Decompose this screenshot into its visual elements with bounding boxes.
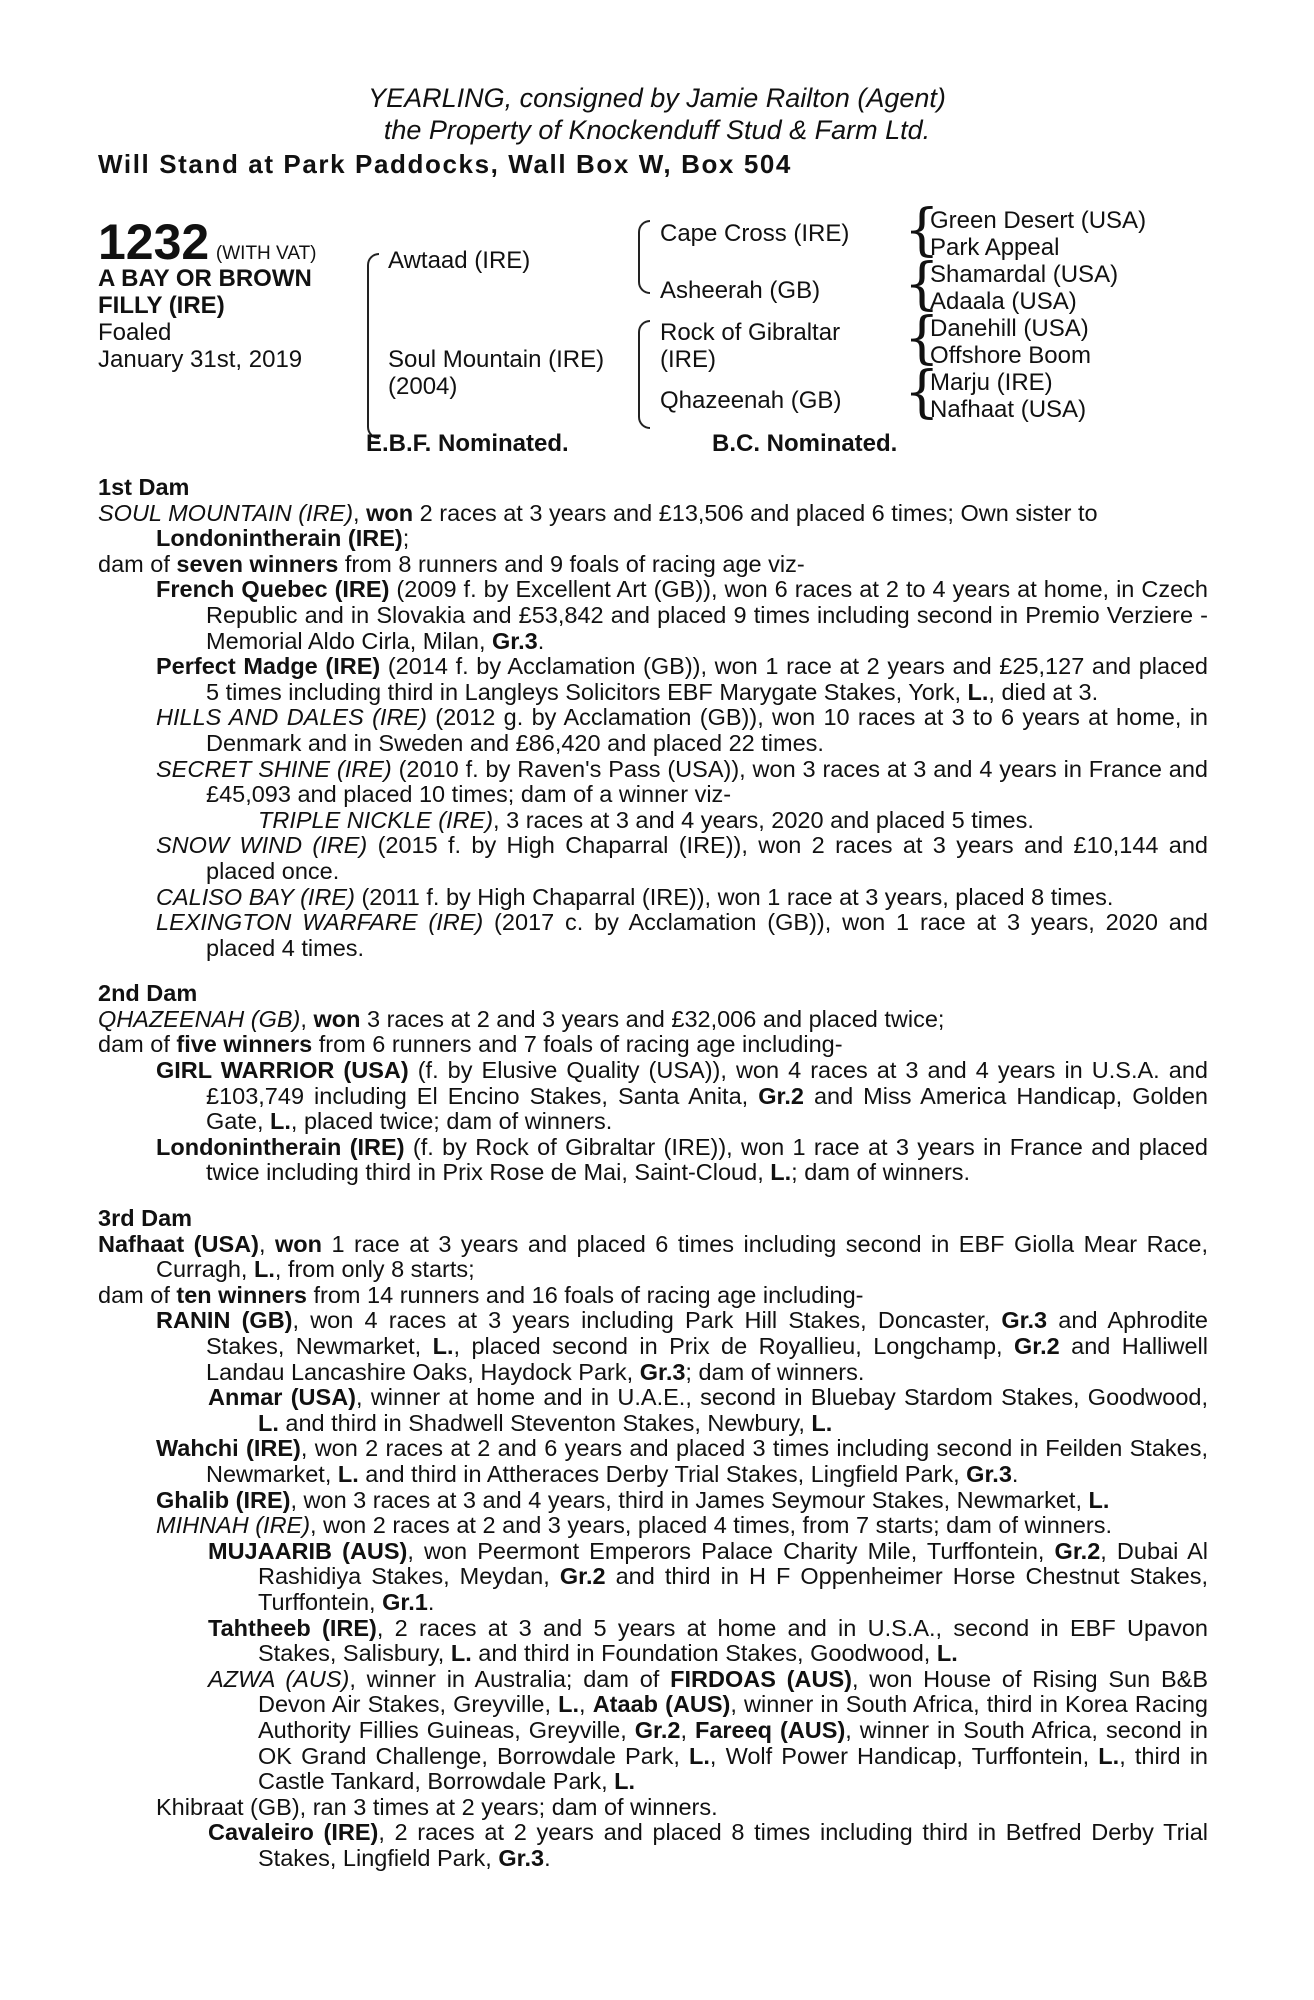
produce-entry: SNOW WIND (IRE) (2015 f. by High Chaparral (IRE)), won 2 races at 3 years and £10,144 and placed once. <box>156 832 1209 884</box>
produce-entry: RANIN (GB), won 4 races at 3 years including Park Hill Stakes, Doncaster, Gr.3 and Aphrodite Stakes, Newmarket, L., placed second in Prix de Royallieu, Longchamp, Gr.2 and Halliwell Landau Lancashire Oaks, Haydock Park, Gr.3; dam of winners. <box>156 1307 1208 1385</box>
lot-number: 1232 <box>98 214 210 270</box>
consignor-line: YEARLING, consigned by Jamie Railton (Agent) <box>368 83 946 113</box>
lot-number-line <box>98 214 317 270</box>
produce-entry: AZWA (AUS), winner in Australia; dam of FIRDOAS (AUS), won House of Rising Sun B&B Devon Air Stakes, Greyville, L., Ataab (AUS), winner in South Africa, third in Korea Racing Authority Fillies Guineas, Greyville, Gr.2, Fareeq (AUS), winner in South Africa, second in OK Grand Challenge, Borrowdale Park, L., Wolf Power Handicap, Turffontein, L., third in Castle Tankard, Borrowdale Park, L. <box>208 1665 1209 1795</box>
dam-summary: QHAZEENAH (GB), won 3 races at 2 and 3 years and £32,006 and placed twice; <box>98 1005 945 1032</box>
pedigree-g3-7: Marju (IRE) <box>930 369 1053 396</box>
dams-sire-1: Rock of Gibraltar <box>660 319 841 346</box>
pedigree-g3-5: Danehill (USA) <box>930 315 1089 342</box>
foaled-date: January 31st, 2019 <box>98 346 303 373</box>
produce-entry: Ghalib (IRE), won 3 races at 3 and 4 years, third in James Seymour Stakes, Newmarket, L. <box>156 1486 1110 1513</box>
vat-note: (WITH VAT) <box>215 243 317 264</box>
dam-summary: Nafhaat (USA), won 1 race at 3 years and placed 6 times including second in EBF Giolla Mear Race, Curragh, L., from only 8 starts; <box>98 1230 1208 1283</box>
produce-entry: MIHNAH (IRE), won 2 races at 2 and 3 years, placed 4 times, from 7 starts; dam of winners. <box>156 1512 1113 1539</box>
dam-produce-summary: dam of ten winners from 14 runners and 16 foals of racing age including- <box>98 1281 864 1308</box>
pedigree-g3-4: Adaala (USA) <box>930 288 1077 315</box>
dam-produce-summary: dam of seven winners from 8 runners and 9 foals of racing age viz- <box>98 550 805 577</box>
pedigree-bracket-2b <box>638 320 650 429</box>
produce-entry: TRIPLE NICKLE (IRE), 3 races at 3 and 4 years, 2020 and placed 5 times. <box>258 806 1034 833</box>
stabling-line: Will Stand at Park Paddocks, Wall Box W, Box 504 <box>98 149 792 179</box>
produce-entry: Anmar (USA), winner at home and in U.A.E., second in Bluebay Stardom Stakes, Goodwood, L. and third in Shadwell Steventon Stakes, Newbury, L. <box>208 1384 1208 1436</box>
pedigree-g3-2: Park Appeal <box>930 234 1060 261</box>
brace-1: { <box>904 198 940 263</box>
brace-2: { <box>904 252 940 317</box>
ebf-nominated: E.B.F. Nominated. <box>366 430 569 457</box>
property-line: the Property of Knockenduff Stud & Farm Ltd. <box>383 115 931 145</box>
produce-entry: Wahchi (IRE), won 2 races at 2 and 6 years and placed 3 times including second in Feilden Stakes, Newmarket, L. and third in Attheraces Derby Trial Stakes, Lingfield Park, Gr.3. <box>156 1435 1208 1487</box>
pedigree-g3-1: Green Desert (USA) <box>930 207 1147 234</box>
third-dam-section <box>98 1206 1208 1871</box>
pedigree-bracket-2a <box>638 220 650 294</box>
pedigree-block <box>0 198 1314 465</box>
pedigree-g3-8: Nafhaat (USA) <box>930 396 1087 423</box>
section-heading: 3rd Dam <box>98 1205 193 1232</box>
pedigree-bracket-1 <box>367 253 379 439</box>
produce-entry: MUJAARIB (AUS), won Peermont Emperors Palace Charity Mile, Turffontein, Gr.2, Dubai Al Rashidiya Stakes, Meydan, Gr.2 and third in H F Oppenheimer Horse Chestnut Stakes, Turffontein, Gr.1. <box>208 1537 1208 1615</box>
produce-entry: Londonintherain (IRE) (f. by Rock of Gibraltar (IRE)), won 1 race at 3 years in France and placed twice including third in Prix Rose de Mai, Saint-Cloud, L.; dam of winners. <box>156 1133 1209 1186</box>
catalogue-body <box>98 475 1208 1891</box>
dam-year: (2004) <box>388 373 458 400</box>
pedigree-g3-6: Offshore Boom <box>930 342 1091 369</box>
produce-entry: Khibraat (GB), ran 3 times at 2 years; dam of winners. <box>156 1793 718 1820</box>
sires-sire: Cape Cross (IRE) <box>660 220 850 247</box>
dam-produce-summary: dam of five winners from 6 runners and 7 foals of racing age including- <box>98 1031 843 1058</box>
section-heading: 2nd Dam <box>98 980 198 1007</box>
dams-sire-2: (IRE) <box>660 346 716 373</box>
brace-4: { <box>904 360 940 425</box>
first-dam-section <box>98 475 1208 961</box>
dams-dam: Qhazeenah (GB) <box>660 387 842 414</box>
catalogue-header <box>0 82 1314 180</box>
brace-3: { <box>904 306 940 371</box>
second-dam-section <box>98 981 1208 1186</box>
produce-entry: Tahtheeb (IRE), 2 races at 3 and 5 years at home and in U.S.A., second in EBF Upavon Stakes, Salisbury, L. and third in Foundation Stakes, Goodwood, L. <box>208 1614 1208 1667</box>
lot-description-2: FILLY (IRE) <box>98 292 225 319</box>
foaled-label: Foaled <box>98 319 172 346</box>
produce-entry: Perfect Madge (IRE) (2014 f. by Acclamation (GB)), won 1 race at 2 years and £25,127 and placed 5 times including third in Langleys Solicitors EBF Marygate Stakes, York, L., died at 3. <box>156 653 1208 705</box>
lot-description-1: A BAY OR BROWN <box>98 265 312 292</box>
produce-entry: SECRET SHINE (IRE) (2010 f. by Raven's Pass (USA)), won 3 races at 3 and 4 years in France and £45,093 and placed 10 times; dam of a winner viz- <box>156 755 1208 808</box>
dam-summary: SOUL MOUNTAIN (IRE), won 2 races at 3 years and £13,506 and placed 6 times; Own sister to <box>98 499 1098 526</box>
dam-sibling: Londonintherain (IRE); <box>156 525 410 552</box>
section-heading: 1st Dam <box>98 474 190 500</box>
pedigree-g3-3: Shamardal (USA) <box>930 261 1119 288</box>
bc-nominated: B.C. Nominated. <box>712 430 898 457</box>
produce-entry: GIRL WARRIOR (USA) (f. by Elusive Quality (USA)), won 4 races at 3 and 4 years in U.S.A. and £103,749 including El Encino Stakes, Santa Anita, Gr.2 and Miss America Handicap, Golden Gate, L., placed twice; dam of winners. <box>156 1057 1208 1135</box>
produce-entry: French Quebec (IRE) (2009 f. by Excellent Art (GB)), won 6 races at 2 to 4 years at home, in Czech Republic and in Slovakia and £53,842 and placed 9 times including second in Premio Verziere - Memorial Aldo Cirla, Milan, Gr.3. <box>156 576 1208 654</box>
dam: Soul Mountain (IRE) <box>388 346 605 373</box>
produce-entry: Cavaleiro (IRE), 2 races at 2 years and placed 8 times including third in Betfred Derby Trial Stakes, Lingfield Park, Gr.3. <box>208 1819 1208 1871</box>
sire: Awtaad (IRE) <box>388 247 531 274</box>
produce-entry: LEXINGTON WARFARE (IRE) (2017 c. by Acclamation (GB)), won 1 race at 3 years, 2020 and placed 4 times. <box>156 909 1208 961</box>
produce-entry: CALISO BAY (IRE) (2011 f. by High Chaparral (IRE)), won 1 race at 3 years, placed 8 times. <box>156 883 1114 910</box>
produce-entry: HILLS AND DALES (IRE) (2012 g. by Acclamation (GB)), won 10 races at 3 to 6 years at home, in Denmark and in Sweden and £86,420 and placed 22 times. <box>156 704 1208 756</box>
sires-dam: Asheerah (GB) <box>660 277 821 304</box>
